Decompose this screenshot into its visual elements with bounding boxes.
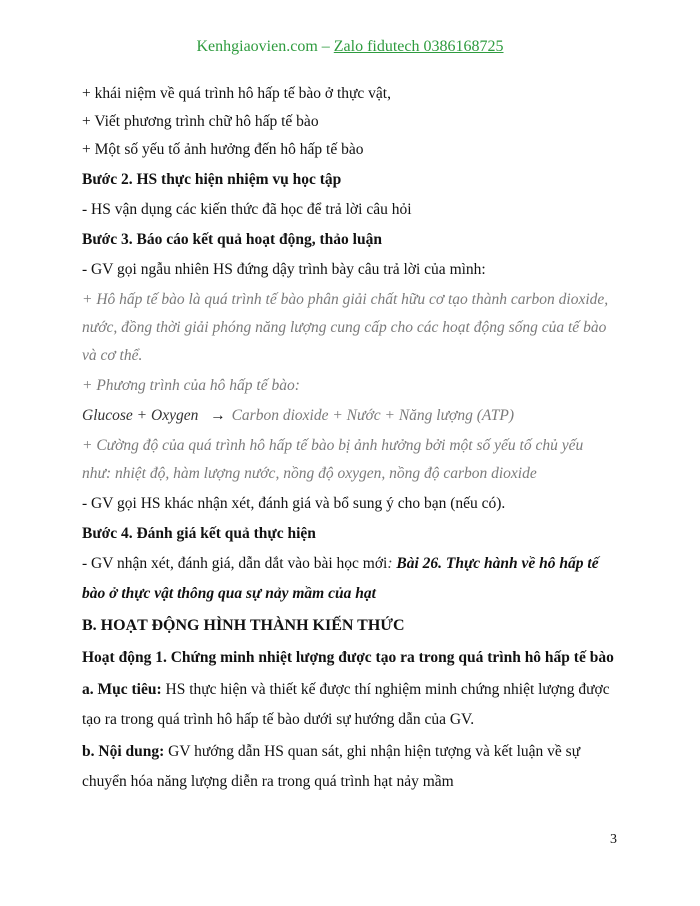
bullet-factors: + Một số yếu tố ảnh hưởng đến hô hấp tế bào [82, 141, 364, 158]
bullet-concept: + khái niệm về quá trình hô hấp tế bào ở thực vật, [82, 85, 391, 102]
activity-title: Hoạt động 1. Chứng minh nhiệt lượng được tạo ra trong quá trình hô hấp tế bào [82, 649, 614, 666]
step3-closing: - GV gọi HS khác nhận xét, đánh giá và bổ sung ý cho bạn (nếu có). [82, 495, 506, 512]
answer1-line2: nước, đồng thời giải phóng năng lượng cung cấp cho các hoạt động sống của tế bào [82, 319, 607, 336]
answer1-line1: + Hô hấp tế bào là quá trình tế bào phân giải chất hữu cơ tạo thành carbon dioxide, [82, 291, 609, 308]
lesson-title-line1: Bài 26. Thực hành về hô hấp tế [396, 555, 599, 572]
header-site[interactable]: Kenhgiaovien.com [196, 38, 318, 55]
equation [82, 402, 622, 430]
answer3-line1: + Cường độ của quá trình hô hấp tế bào bị ảnh hưởng bởi một số yếu tố chủ yếu [82, 437, 584, 454]
header-separator: – [317, 38, 334, 55]
page-header [0, 38, 700, 56]
header-contact-link[interactable]: Zalo fidutech 0386168725 [333, 38, 504, 55]
answer3-line2: như: nhiệt độ, hàm lượng nước, nồng độ oxygen, nồng độ carbon dioxide [82, 465, 537, 482]
section-b-heading: B. HOẠT ĐỘNG HÌNH THÀNH KIẾN THỨC [82, 617, 405, 634]
step4-text-prefix: - GV nhận xét, đánh giá, dẫn dắt vào bài học mới [82, 555, 388, 572]
goal-line2: tạo ra trong quá trình hô hấp tế bào dưới sự hướng dẫn của GV. [82, 711, 475, 728]
arrow-icon: → [210, 407, 226, 424]
step4-heading: Bước 4. Đánh giá kết quả thực hiện [82, 525, 316, 542]
content-line2: chuyển hóa năng lượng diễn ra trong quá trình hạt nảy mầm [82, 773, 454, 790]
step4-colon: : [387, 555, 397, 572]
answer1-line3: và cơ thể. [82, 347, 143, 364]
lesson-title-line2: bào ở thực vật thông qua sự nảy mầm của hạt [82, 585, 376, 602]
equation-label: + Phương trình của hô hấp tế bào: [82, 377, 300, 394]
goal-line1 [82, 676, 622, 704]
equation-right: Carbon dioxide + Nước + Năng lượng (ATP) [231, 407, 514, 424]
page-number: 3 [610, 832, 617, 847]
step2-text: - HS vận dụng các kiến thức đã học để trả lời câu hỏi [82, 201, 412, 218]
content-label: b. Nội dung: [82, 743, 165, 760]
goal-label: a. Mục tiêu: [82, 681, 162, 698]
step2-heading: Bước 2. HS thực hiện nhiệm vụ học tập [82, 171, 342, 188]
bullet-equation: + Viết phương trình chữ hô hấp tế bào [82, 113, 319, 130]
step4-text [82, 550, 622, 578]
goal-text: HS thực hiện và thiết kế được thí nghiệm minh chứng nhiệt lượng được [161, 681, 610, 698]
step3-intro: - GV gọi ngẫu nhiên HS đứng dậy trình bày câu trả lời của mình: [82, 261, 486, 278]
content-line1 [82, 738, 622, 766]
step3-heading: Bước 3. Báo cáo kết quả hoạt động, thảo luận [82, 231, 382, 248]
equation-left: Glucose + Oxygen [82, 407, 199, 424]
content-text: GV hướng dẫn HS quan sát, ghi nhận hiện tượng và kết luận về sự [164, 743, 581, 760]
document-body [82, 80, 622, 796]
